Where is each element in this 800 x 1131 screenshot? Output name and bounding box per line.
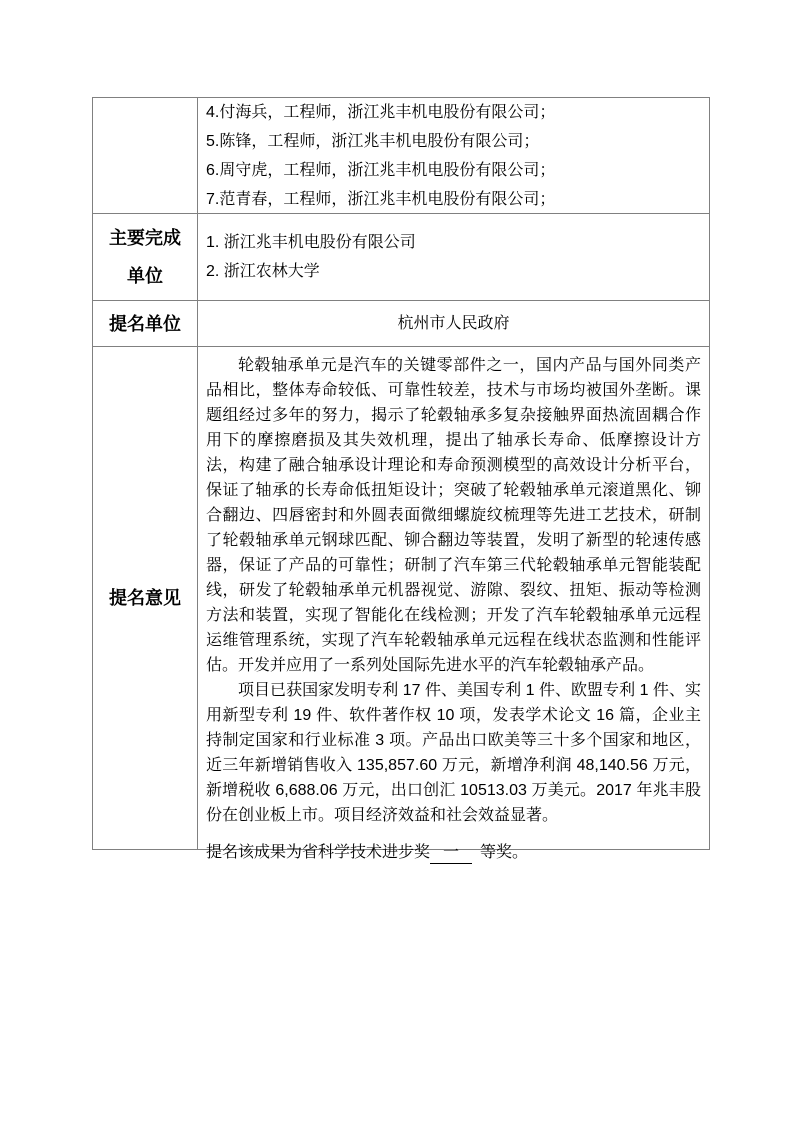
main-units-list — [198, 214, 709, 300]
table-row-main-units — [93, 214, 709, 301]
completers-empty-label-cell — [93, 98, 198, 213]
nominating-unit-label-text: 提名单位 — [109, 313, 181, 334]
award-grade-blank: 一 — [430, 843, 472, 864]
nomination-opinion-cell — [198, 347, 709, 861]
table-row-nomination-opinion — [93, 347, 709, 861]
opinion-paragraph-1: 轮毂轴承单元是汽车的关键零部件之一，国内产品与国外同类产品相比，整体寿命较低、可靠性较差，技术与市场均被国外垄断。课题组经过多年的努力，揭示了轮毂轴承多复杂接触界面热流固耦合作用下的摩擦磨损及其失效机理，提出了轴承长寿命、低摩擦设计方法，构建了融合轴承设计理论和寿命预测模型的高效设计分析平台，保证了轴承的长寿命低扭矩设计；突破了轮毂轴承单元滚道黑化、铆合翻边、四唇密封和外圆表面微细螺旋纹梳理等先进工艺技术，研制了轮毂轴承单元钢球匹配、铆合翻边等装置，发明了新型的轮速传感器，保证了产品的可靠性；研制了汽车第三代轮毂轴承单元智能装配线，研发了轮毂轴承单元机器视觉、游隙、裂纹、扭矩、振动等检测方法和装置，实现了智能化在线检测；开发了汽车轮毂轴承单元远程运维管理系统，实现了汽车轮毂轴承单元远程在线状态监测和性能评估。开发并应用了一系列处国际先进水平的汽车轮毂轴承产品。 — [206, 357, 701, 674]
nominating-unit-value: 杭州市人民政府 — [397, 314, 510, 332]
completer-item: 5.陈锋，工程师，浙江兆丰机电股份有限公司； — [206, 132, 540, 150]
award-sentence-prefix: 提名该成果为省科学技术进步奖 — [206, 844, 431, 861]
completer-item: 6.周守虎，工程师，浙江兆丰机电股份有限公司； — [206, 161, 556, 179]
table-row-completers-continued — [93, 98, 709, 214]
main-unit-item: 1. 浙江兆丰机电股份有限公司 — [206, 234, 416, 251]
award-grade-sentence — [206, 840, 701, 865]
main-units-label-line2: 单位 — [127, 266, 163, 286]
main-units-label-line1: 主要完成 — [109, 228, 181, 248]
table-row-nominating-unit — [93, 301, 709, 347]
completer-item: 7.范青春，工程师，浙江兆丰机电股份有限公司； — [206, 190, 556, 208]
completer-item: 4.付海兵，工程师，浙江兆丰机电股份有限公司； — [206, 103, 556, 121]
completers-list — [198, 98, 709, 213]
opinion-paragraph-2: 项目已获国家发明专利 17 件、美国专利 1 件、欧盟专利 1 件、实用新型专利 19 件、软件著作权 10 项，发表学术论文 16 篇，企业主持制定国家和行业标准 3 项。产品出口欧美等三十多个国家和地区，近三年新增销售收入 135,857.60 万元，新增净利润 48,140.56 万元，新增税收 6,688.06 万元，出口创汇 10513.03 万美元。2017 年兆丰股份在创业板上市。项目经济效益和社会效益显著。 — [206, 682, 701, 824]
nomination-opinion-label-text: 提名意见 — [109, 588, 181, 608]
nominating-unit-cell — [198, 301, 709, 346]
nomination-opinion-label — [93, 347, 198, 849]
nominating-unit-label — [93, 301, 198, 346]
award-sentence-suffix: 等奖。 — [480, 844, 529, 861]
main-unit-item: 2. 浙江农林大学 — [206, 263, 320, 280]
nomination-form-table — [92, 97, 710, 861]
main-units-label — [93, 214, 198, 300]
